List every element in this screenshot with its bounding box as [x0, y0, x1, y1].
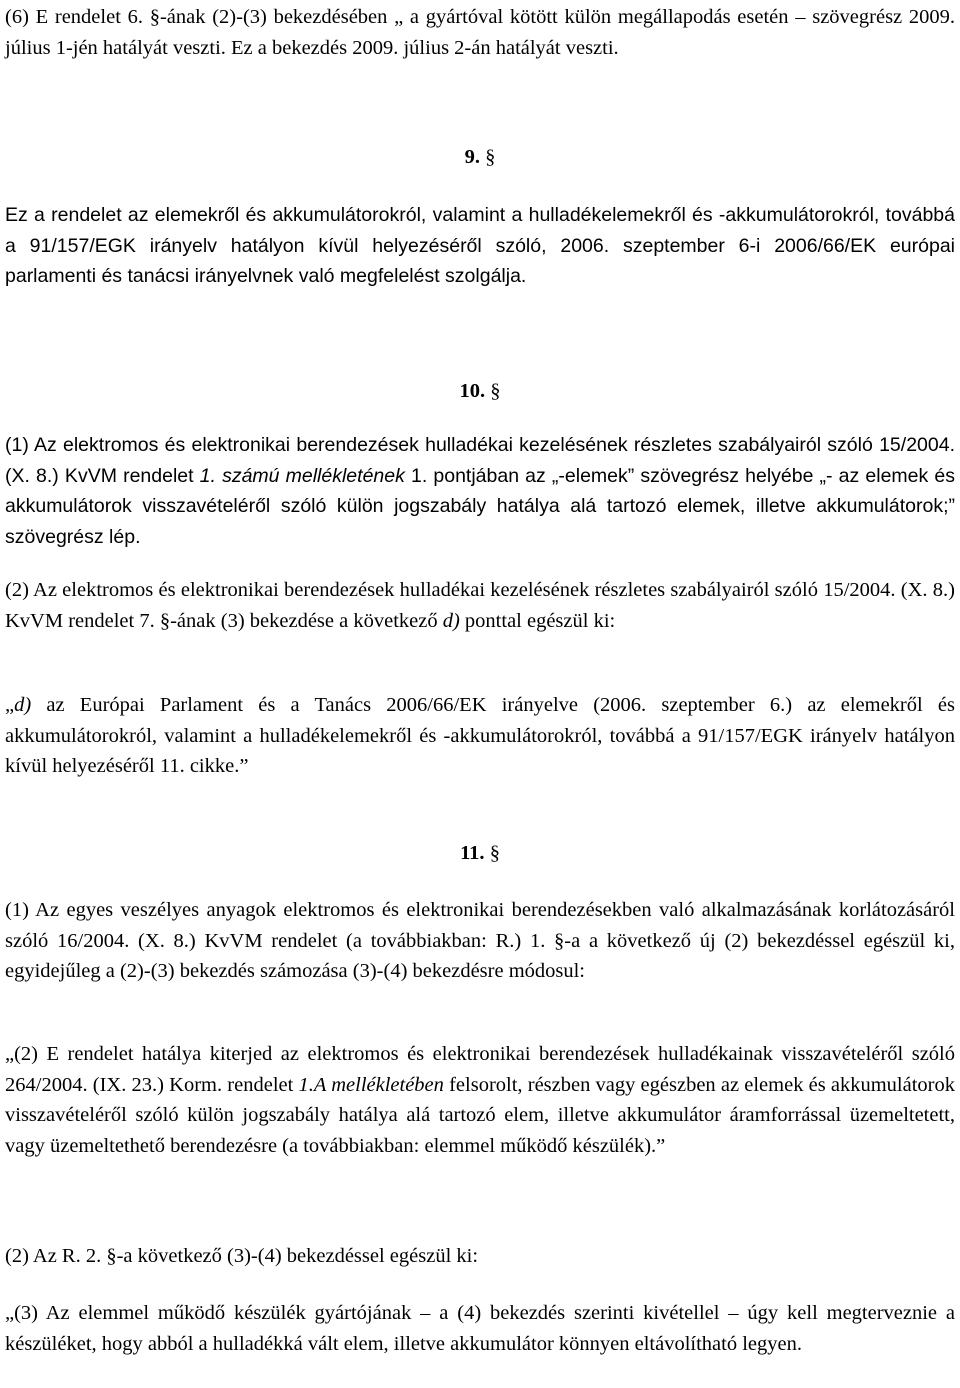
italic-reference: 1. számú mellékletének — [199, 464, 405, 487]
text-run: (2) Az elektromos és elektronikai berendezések hulladékai kezelésének részletes szabályairól szóló 15/2004. (X. 8.) KvVM rendelet 7. §-ának (3) bekezdése a következő — [5, 579, 955, 632]
italic-point: d) — [442, 609, 460, 632]
section-9-heading — [0, 142, 960, 172]
section-10-paragraph-1 — [5, 430, 955, 552]
section-symbol: § — [490, 380, 501, 402]
section-11-paragraph-2 — [5, 1039, 955, 1161]
section-symbol: § — [489, 842, 500, 864]
section-9-number: 9. — [464, 146, 480, 168]
text-run: (1) Az elektromos és elektronikai berendezések hulladékai kezelésének részletes szabályairól szóló 15/2004. (X. 8.) KvVM rendelet — [5, 434, 955, 487]
italic-point: d) — [14, 694, 32, 716]
text-run: felsorolt, részben vagy egészben az elemek és akkumulátorok visszavételéről szóló külön jogszabály hatálya alá tartozó elem, illetve akkumulátor áramforrással üzemeltetett, vagy üzemeltethető berendezésre (a továbbiakban: elemmel működő készülék).” — [5, 1073, 956, 1157]
section-10-paragraph-3 — [5, 690, 955, 782]
section-11-paragraph-1: (1) Az egyes veszélyes anyagok elektromos és elektronikai berendezésekben való alkalmazásának korlátozásáról szóló 16/2004. (X. 8.) KvVM rendelet (a továbbiakban: R.) 1. §-a a következő új (2) bekezdéssel egészül ki, egyidejűleg a (2)-(3) bekezdés számozása (3)-(4) bekezdésre módosul: — [5, 899, 955, 982]
section-11-paragraph-4: „(3) Az elemmel működő készülék gyártójának – a (4) bekezdés szerinti kivétellel – úgy kell megterveznie a készüléket, hogy abból a hulladékká vált elem, illetve akkumulátor könnyen eltávolítható legyen. — [5, 1302, 955, 1355]
italic-reference: 1.A mellékletében — [298, 1073, 444, 1096]
paragraph-6: (6) E rendelet 6. §-ának (2)-(3) bekezdésében „ a gyártóval kötött külön megállapodás esetén – szövegrész 2009. július 1-jén hatályát veszti. Ez a bekezdés 2009. július 2-án hatályát veszti. — [5, 6, 955, 59]
section-10-number: 10. — [459, 380, 486, 402]
section-9-text: Ez a rendelet az elemekről és akkumulátorokról, valamint a hulladékelemekről és -akkumulátorokról, továbbá a 91/157/EGK irányelv hatályon kívül helyezéséről szóló, 2006. szeptember 6-i 2006/66/EK európai parlamenti és tanácsi irányelvnek való megfelelést szolgálja. — [5, 204, 955, 287]
text-run: 1. pontjában az „-elemek” szövegrész helyébe „- az elemek és akkumulátorok visszavételéről szóló külön jogszabály hatálya alá tartozó elemek, illetve akkumulátorok;” szövegrész lép. — [5, 464, 955, 548]
text-run: „(2) E rendelet hatálya kiterjed az elektromos és elektronikai berendezések hulladékainak visszavételéről szóló 264/2004. (IX. 23.) Korm. rendelet — [5, 1043, 955, 1096]
section-10-heading — [0, 376, 960, 406]
section-11-heading — [0, 838, 960, 868]
section-11-paragraph-3: (2) Az R. 2. §-a következő (3)-(4) bekezdéssel egészül ki: — [5, 1245, 479, 1267]
section-11-number: 11. — [460, 842, 485, 864]
section-10-paragraph-2 — [5, 575, 955, 636]
text-run: „ — [5, 694, 15, 716]
section-symbol: § — [485, 146, 496, 168]
text-run: ponttal egészül ki: — [459, 609, 616, 632]
text-run: az Európai Parlament és a Tanács 2006/66/EK irányelve (2006. szeptember 6.) az elemekről és akkumulátorokról, valamint a hulladékelemekről és -akkumulátorokról, továbbá a 91/157/EGK irányelv hatályon kívül helyezéséről 11. cikke.” — [5, 694, 955, 777]
